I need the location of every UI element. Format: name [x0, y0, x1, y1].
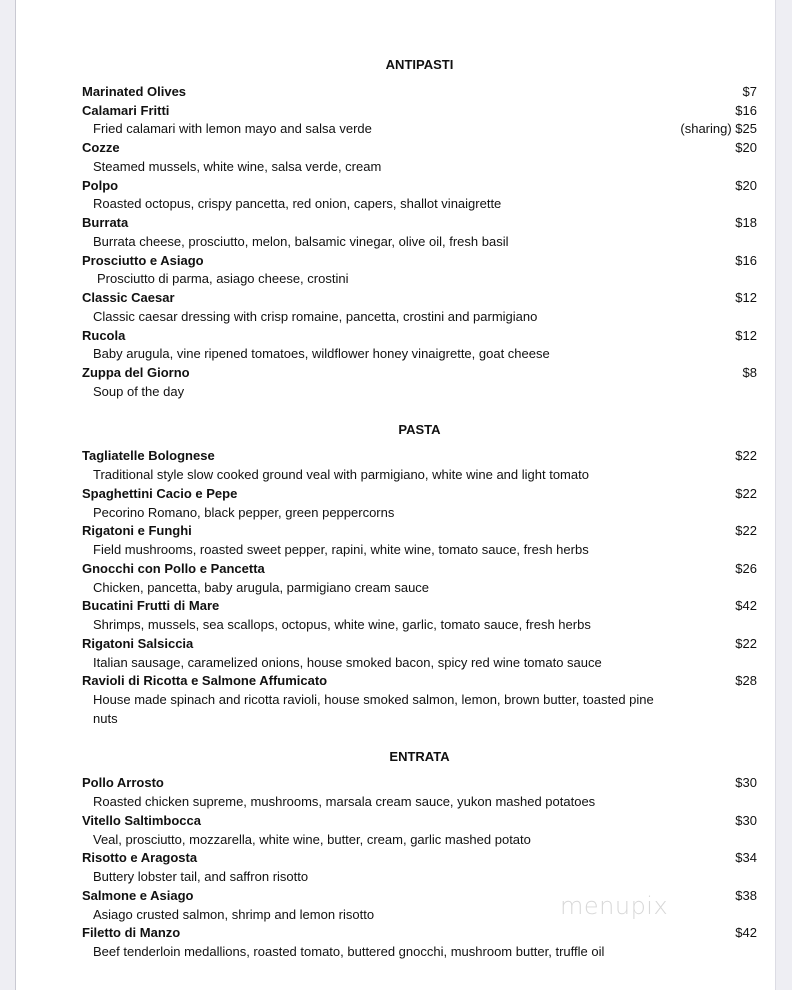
menu-item	[82, 849, 757, 868]
item-name: Classic Caesar	[82, 290, 175, 305]
item-price: $30	[735, 775, 757, 791]
item-name: Calamari Fritti	[82, 102, 170, 118]
item-description: Pecorino Romano, black pepper, green peppercorns	[93, 504, 395, 520]
item-name: Spaghettini Cacio e Pepe	[82, 485, 238, 501]
item-name: Filetto di Manzo	[82, 925, 181, 941]
item-name: Vitello Saltimbocca	[82, 812, 201, 828]
item-name: Rigatoni e Funghi	[82, 523, 192, 539]
item-price: $22	[735, 523, 757, 539]
item-price: $18	[735, 215, 757, 230]
item-price: $8	[742, 365, 757, 380]
item-price: $42	[735, 598, 757, 614]
item-name: Cozze	[82, 140, 120, 155]
item-description: Asiago crusted salmon, shrimp and lemon risotto	[93, 906, 375, 922]
menu-item	[82, 83, 757, 102]
item-description: Fried calamari with lemon mayo and salsa verde	[93, 121, 372, 137]
section-title: ENTRATA	[389, 748, 450, 764]
item-price: $7	[742, 83, 757, 99]
item-price: $16	[735, 252, 757, 268]
item-description: Field mushrooms, roasted sweet pepper, rapini, white wine, tomato sauce, fresh herbs	[93, 542, 589, 557]
menu-item	[82, 485, 757, 504]
menu-item	[82, 635, 757, 654]
item-description: Roasted chicken supreme, mushrooms, marsala cream sauce, yukon mashed potatoes	[93, 794, 596, 809]
item-name: Salmone e Asiago	[82, 887, 194, 903]
item-price: $12	[735, 327, 757, 343]
menu-content	[82, 56, 757, 962]
menu-item	[82, 289, 757, 308]
item-name: Burrata	[82, 215, 129, 230]
item-price: $22	[735, 485, 757, 501]
item-price: $22	[735, 448, 757, 464]
menu-item	[82, 139, 757, 158]
menu-item	[82, 924, 757, 943]
item-description: Roasted octopus, crispy pancetta, red onion, capers, shallot vinaigrette	[93, 196, 502, 212]
menu-item	[82, 177, 757, 196]
menupix-watermark: menupix	[560, 892, 669, 920]
item-price: $16	[735, 102, 757, 118]
item-price: $30	[735, 812, 757, 828]
item-description: Baby arugula, vine ripened tomatoes, wildflower honey vinaigrette, goat cheese	[93, 346, 550, 362]
item-name: Zuppa del Giorno	[82, 365, 190, 380]
item-price: $22	[735, 635, 757, 651]
item-description-row	[82, 120, 757, 139]
item-name: Prosciutto e Asiago	[82, 252, 204, 268]
item-description: Classic caesar dressing with crisp romaine, pancetta, crostini and parmigiano	[93, 308, 538, 324]
menu-item	[82, 774, 757, 793]
item-description: Italian sausage, caramelized onions, house smoked bacon, spicy red wine tomato sauce	[93, 654, 602, 670]
item-description: Prosciutto di parma, asiago cheese, crostini	[97, 271, 349, 287]
item-price: $34	[735, 850, 757, 866]
menu-item	[82, 447, 757, 466]
item-description: Steamed mussels, white wine, salsa verde, cream	[93, 158, 382, 174]
item-description: House made spinach and ricotta ravioli, house smoked salmon, lemon, brown butter, toasted pine nuts	[93, 692, 654, 726]
item-description: Beef tenderloin medallions, roasted tomato, buttered gnocchi, mushroom butter, truffle oil	[93, 944, 605, 959]
section-pasta	[82, 421, 757, 729]
item-description: Traditional style slow cooked ground veal with parmigiano, white wine and light tomato	[93, 467, 589, 482]
section-title: PASTA	[398, 421, 441, 437]
item-sharing-price: (sharing) $25	[680, 121, 757, 137]
menu-item	[82, 102, 757, 121]
item-name: Marinated Olives	[82, 83, 187, 99]
item-name: Ravioli di Ricotta e Salmone Affumicato	[82, 673, 328, 689]
item-description: Shrimps, mussels, sea scallops, octopus, white wine, garlic, tomato sauce, fresh herbs	[93, 617, 591, 632]
menu-item	[82, 812, 757, 831]
item-description: Chicken, pancetta, baby arugula, parmigiano cream sauce	[93, 579, 430, 595]
item-description: Buttery lobster tail, and saffron risotto	[93, 869, 309, 884]
item-price: $38	[735, 887, 757, 903]
menu-item	[82, 672, 757, 691]
item-name: Rigatoni Salsiccia	[82, 635, 194, 651]
item-price: $12	[735, 290, 757, 305]
item-price: $20	[735, 140, 757, 155]
item-name: Tagliatelle Bolognese	[82, 448, 215, 464]
menu-item	[82, 252, 757, 271]
menu-item	[82, 327, 757, 346]
item-name: Risotto e Aragosta	[82, 850, 198, 866]
item-price: $20	[735, 177, 757, 193]
item-description: Soup of the day	[93, 383, 185, 399]
item-description: Veal, prosciutto, mozzarella, white wine, butter, cream, garlic mashed potato	[93, 831, 531, 847]
item-price: $28	[735, 673, 757, 689]
menu-page	[15, 0, 776, 990]
section-antipasti	[82, 56, 757, 402]
item-price: $42	[735, 925, 757, 941]
item-name: Pollo Arrosto	[82, 775, 164, 791]
menu-item	[82, 364, 757, 383]
section-title: ANTIPASTI	[385, 57, 454, 72]
menu-item	[82, 522, 757, 541]
menu-item	[82, 597, 757, 616]
item-name: Gnocchi con Pollo e Pancetta	[82, 560, 265, 576]
item-name: Polpo	[82, 177, 119, 193]
item-description: Burrata cheese, prosciutto, melon, balsamic vinegar, olive oil, fresh basil	[93, 233, 509, 249]
item-name: Rucola	[82, 327, 126, 343]
section-entrata	[82, 748, 757, 962]
menu-item	[82, 560, 757, 579]
menu-item	[82, 214, 757, 233]
item-price: $26	[735, 560, 757, 576]
item-name: Bucatini Frutti di Mare	[82, 598, 220, 614]
